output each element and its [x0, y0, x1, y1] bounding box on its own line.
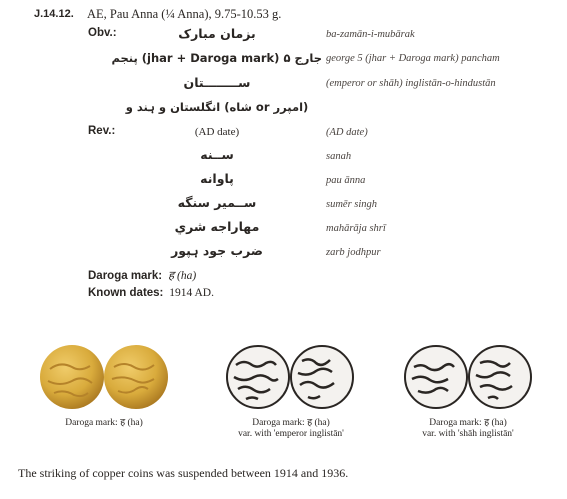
reverse-line-4: ســمير سنگه	[177, 195, 257, 210]
caption-emperor	[221, 418, 361, 440]
obverse-line-3: ســــــــتان	[183, 75, 251, 90]
footer-note: The striking of copper coins was suspended between 1914 and 1936.	[18, 466, 349, 480]
reverse-translit-3: pau ānna	[326, 175, 366, 186]
reverse-translit-6: zarb jodhpur	[326, 247, 381, 258]
coin-reverse-gold	[104, 345, 168, 409]
obverse-line-4: (امپرر or شاه) انگلستان و ہند و	[125, 100, 309, 114]
reverse-line-6: ضرب جود ہپور	[171, 243, 263, 258]
reverse-translit-2: sanah	[326, 151, 352, 162]
daroga-mark-label: Daroga mark:	[88, 270, 163, 282]
coin-pair-shah-image	[402, 341, 534, 413]
reverse-label: Rev.:	[88, 125, 116, 137]
caption-gold-line-1: Daroga mark: ह (ha)	[65, 418, 143, 428]
reverse-line-1: (AD date)	[194, 126, 240, 138]
caption-gold	[34, 418, 174, 429]
reverse-translit-1: (AD date)	[326, 127, 368, 138]
caption-emperor-line-1: Daroga mark: ह (ha)	[252, 418, 330, 428]
coin-title: AE, Pau Anna (¼ Anna), 9.75-10.53 g.	[87, 7, 282, 21]
obverse-translit-3: (emperor or shāh) inglistān-o-hindustān	[326, 78, 496, 89]
reverse-translit-4: sumēr singh	[326, 199, 378, 210]
known-dates-label: Known dates:	[88, 287, 164, 299]
obverse-line-2: جارج ۵ (jhar + Daroga mark) پنجم	[111, 51, 322, 65]
coin-obverse-shah	[405, 346, 467, 408]
reverse-line-3: پاوانه	[200, 171, 234, 186]
known-dates-row	[88, 287, 214, 299]
known-dates-value: 1914 AD.	[169, 287, 214, 299]
obverse-label: Obv.:	[88, 27, 117, 39]
obverse-translit-2: george 5 (jhar + Daroga mark) pancham	[326, 53, 500, 64]
daroga-mark-row	[88, 268, 196, 283]
caption-emperor-line-2: var. with 'emperor inglistān'	[238, 429, 344, 439]
coin-reverse-emperor	[291, 346, 353, 408]
coin-pair-emperor-image	[224, 341, 356, 413]
obverse-line-1: بزمان مبارک	[178, 26, 256, 41]
coin-reverse-shah	[469, 346, 531, 408]
coin-pair-gold-image	[38, 341, 170, 413]
obverse-translit-1: ba-zamān-i-mubārak	[326, 29, 415, 40]
catalog-ref: J.14.12.	[34, 8, 74, 20]
daroga-mark-value: ह (ha)	[168, 270, 197, 282]
reverse-line-2: ســنه	[200, 147, 234, 162]
coin-obverse-emperor	[227, 346, 289, 408]
caption-shah-line-2: var. with 'shāh inglistān'	[422, 429, 514, 439]
reverse-translit-5: mahārāja shrī	[326, 223, 386, 234]
caption-shah	[398, 418, 538, 440]
caption-shah-line-1: Daroga mark: ह (ha)	[429, 418, 507, 428]
coin-obverse-gold	[40, 345, 104, 409]
reverse-line-5: مهاراجه شري	[174, 219, 260, 234]
